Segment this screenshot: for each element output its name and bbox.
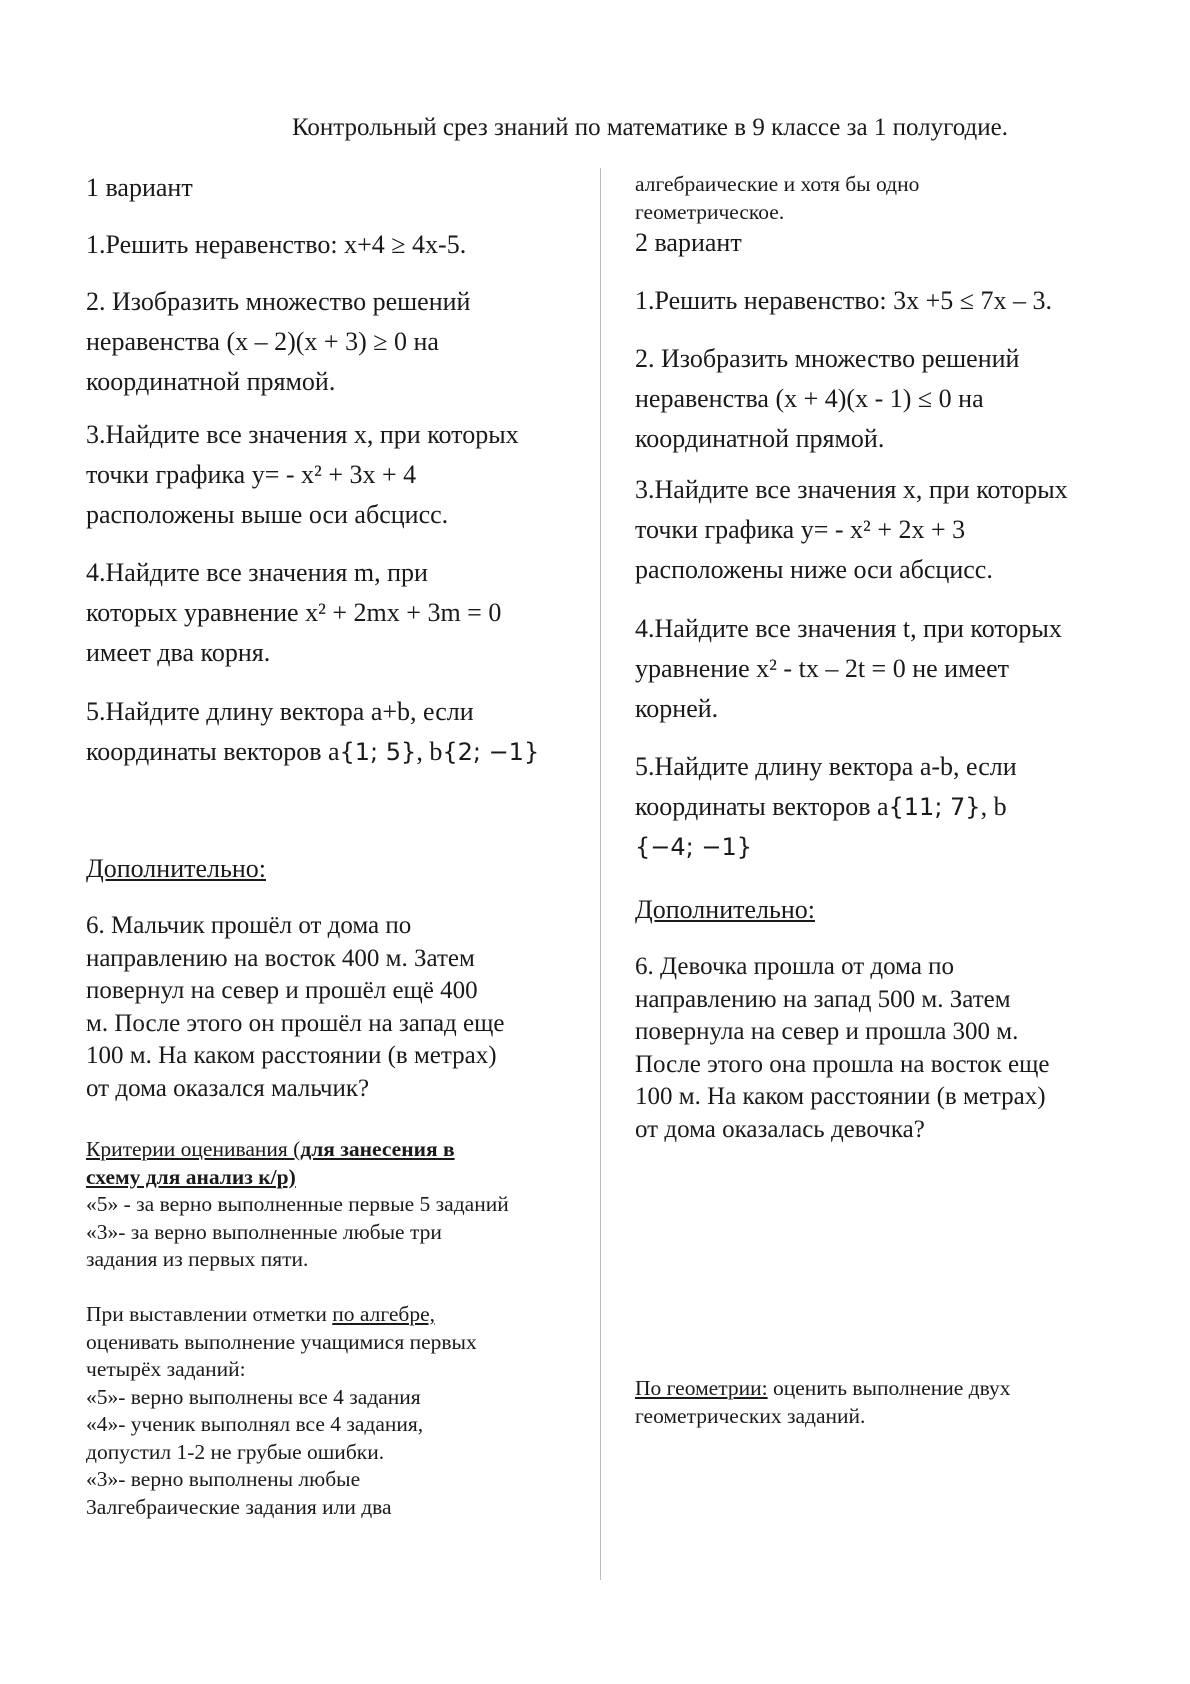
v1-task-4	[86, 553, 501, 673]
text-line: координатной прямой.	[635, 424, 885, 453]
geometry-criteria	[635, 1375, 1011, 1430]
text-line: от дома оказался мальчик?	[86, 1074, 370, 1102]
geometry-label: По геометрии:	[635, 1376, 768, 1400]
v1-extra-heading: Дополнительно:	[86, 854, 266, 883]
text-line: геометрических заданий.	[635, 1403, 866, 1428]
text-line: точки графика y= - x² + 3x + 4	[86, 460, 417, 489]
text-line: 3.Найдите все значения x, при которых	[635, 475, 1068, 504]
criteria-line: «3»- за верно выполненные любые три	[86, 1219, 442, 1244]
text-line: м. После этого он прошёл на запад еще	[86, 1009, 505, 1037]
criteria-line: «3»- верно выполнены любые	[86, 1467, 361, 1491]
criteria-line: «5»- верно выполнены все 4 задания	[86, 1384, 421, 1409]
variant-2-heading: 2 вариант	[635, 228, 742, 257]
text-line: 6. Мальчик прошёл от дома по	[86, 912, 412, 939]
column-divider	[600, 168, 601, 1580]
v2-extra-heading: Дополнительно:	[635, 895, 815, 924]
text-line: от дома оказалась девочка?	[635, 1115, 925, 1143]
criteria-line: 3алгебраические задания или два	[86, 1494, 392, 1519]
criteria-line: При выставлении отметки	[86, 1302, 333, 1326]
text-line: расположены ниже оси абсцисс.	[635, 555, 993, 584]
text-line: 4.Найдите все значения t, при которых	[635, 614, 1062, 643]
v2-task-2	[635, 339, 1019, 459]
text-line: расположены выше оси абсцисс.	[86, 500, 449, 529]
text-line: направлению на восток 400 м. Затем	[86, 944, 475, 972]
v2-task-1: 1.Решить неравенство: 3x +5 ≤ 7x – 3.	[635, 286, 1053, 315]
v1-task-6	[86, 910, 504, 1105]
v1-task-2	[86, 282, 470, 402]
text-line: , b	[980, 792, 1007, 821]
text-line: алгебраические и хотя бы одно	[635, 172, 920, 196]
v1-task-1: 1.Решить неравенство: x+4 ≥ 4x-5.	[86, 230, 467, 259]
page-title: Контрольный срез знаний по математике в 9 классе за 1 полугодие.	[292, 114, 1008, 141]
criteria-line: допустил 1-2 не грубые ошибки.	[86, 1439, 385, 1464]
text-line: которых уравнение x² + 2mx + 3m = 0	[86, 598, 502, 627]
grading-criteria	[86, 1136, 509, 1521]
text-line: уравнение x² - tx – 2t = 0 не имеет	[635, 654, 1009, 683]
criteria-line: четырёх заданий:	[86, 1357, 246, 1381]
text-line: 100 м. На каком расстоянии (в метрах)	[86, 1042, 497, 1069]
text-line: неравенства (x + 4)(x - 1) ≤ 0 на	[635, 384, 984, 413]
vector-b: {2; −1}	[442, 738, 540, 766]
text-line: 100 м. На каком расстоянии (в метрах)	[635, 1083, 1046, 1110]
v2-task-6	[635, 951, 1050, 1146]
vector-a: {11; 7}	[888, 793, 981, 821]
v2-task-5	[635, 747, 1017, 867]
text-line: 2. Изобразить множество решений	[635, 344, 1020, 373]
criteria-heading-bold: схему для анализ к/р)	[86, 1164, 296, 1189]
text-line: оценить выполнение двух	[767, 1376, 1011, 1400]
text-line: координаты векторов a	[635, 792, 889, 821]
text-line: точки графика y= - x² + 2x + 3	[635, 515, 966, 544]
text-line: 5.Найдите длину вектора a+b, если	[86, 697, 474, 726]
variant-1-heading: 1 вариант	[86, 173, 193, 202]
criteria-line: «4»- ученик выполнял все 4 задания,	[86, 1412, 424, 1436]
text-line: 5.Найдите длину вектора a-b, если	[635, 752, 1017, 781]
criteria-line: «5» - за верно выполненные первые 5 заданий	[86, 1192, 509, 1216]
text-line: После этого она прошла на восток еще	[635, 1050, 1050, 1078]
text-line: 3.Найдите все значения x, при которых	[86, 420, 519, 449]
criteria-continuation	[635, 171, 919, 226]
text-line: 2. Изобразить множество решений	[86, 287, 471, 316]
text-line: корней.	[635, 694, 719, 723]
criteria-line: задания из первых пяти.	[86, 1247, 309, 1271]
text-line: неравенства (x – 2)(x + 3) ≥ 0 на	[86, 327, 439, 356]
criteria-line: оценивать выполнение учащимися первых	[86, 1329, 477, 1354]
text-line: координатной прямой.	[86, 367, 336, 396]
criteria-heading: Критерии оценивания (	[86, 1137, 301, 1161]
vector-a: {1; 5}	[339, 738, 417, 766]
v2-task-3	[635, 470, 1068, 590]
text-line: имеет два корня.	[86, 638, 271, 667]
text-line: повернул на север и прошёл ещё 400	[86, 977, 478, 1004]
text-line: геометрическое.	[635, 199, 785, 224]
v2-task-4	[635, 609, 1062, 729]
text-line: повернула на север и прошла 300 м.	[635, 1018, 1019, 1045]
algebra-label: по алгебре,	[332, 1302, 436, 1326]
text-line: 6. Девочка прошла от дома по	[635, 953, 955, 980]
text-line: 4.Найдите все значения m, при	[86, 558, 428, 587]
v1-task-3	[86, 415, 519, 535]
text-line: , b	[416, 737, 443, 766]
criteria-heading-bold: для занесения в	[300, 1137, 455, 1161]
v1-task-5	[86, 692, 539, 772]
text-line: направлению на запад 500 м. Затем	[635, 985, 1011, 1013]
text-line: координаты векторов a	[86, 737, 340, 766]
vector-b: {−4; −1}	[635, 833, 753, 861]
